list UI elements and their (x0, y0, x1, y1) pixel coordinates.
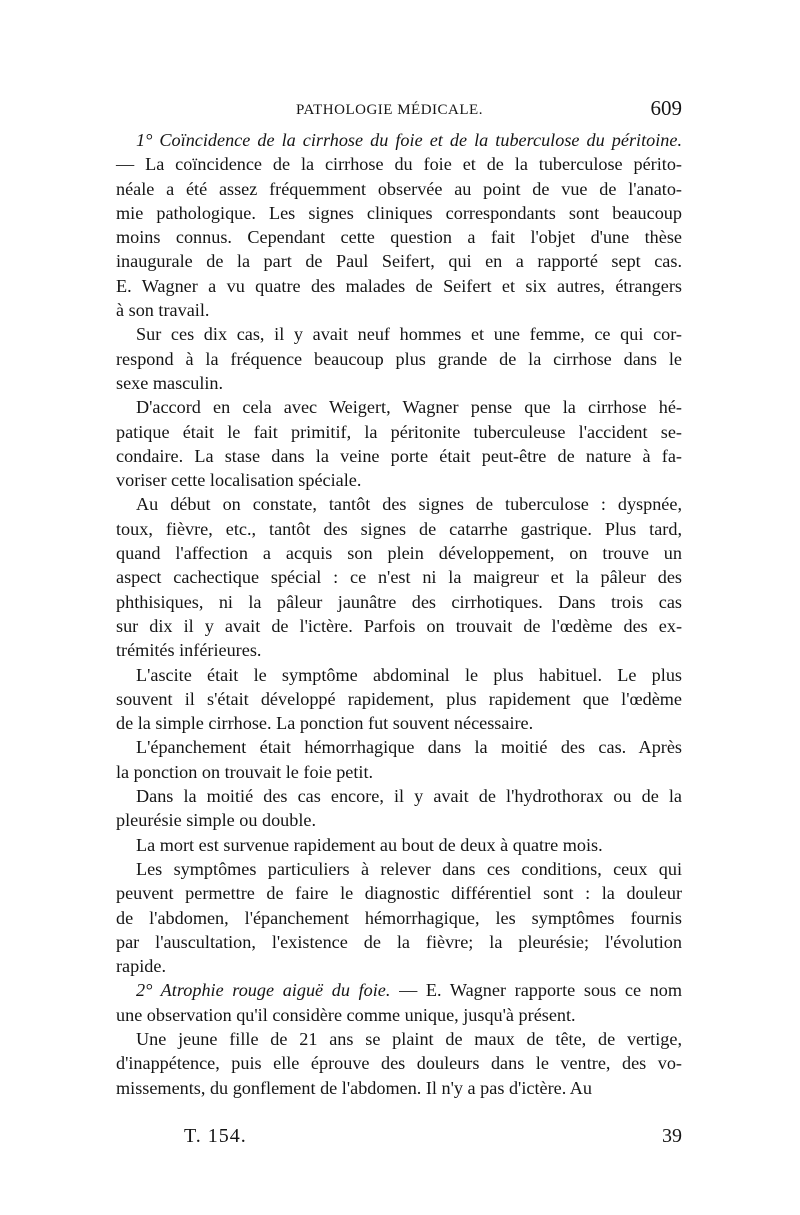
text-line (116, 225, 682, 249)
line-text: — E. Wagner rapporte sous ce nom (390, 980, 683, 1001)
paragraph (116, 735, 682, 784)
text-line (116, 565, 682, 589)
line-text: Les symptômes particuliers à relever dans ces conditions, ceux qui (136, 858, 682, 879)
text-line (116, 930, 682, 954)
line-text: souvent il s'était développé rapidement, plus rapidement que l'œdème (116, 688, 682, 709)
text-line (116, 760, 682, 784)
line-text: Sur ces dix cas, il y avait neuf hommes et une femme, ce qui cor- (136, 324, 682, 345)
line-text: mie pathologique. Les signes cliniques correspondants sont beaucoup (116, 202, 682, 223)
paragraph (116, 978, 682, 1027)
signature-number: 39 (662, 1125, 682, 1147)
line-text: respond à la fréquence beaucoup plus grande de la cirrhose dans le (116, 348, 682, 369)
text-line (116, 808, 682, 832)
line-text: de l'abdomen, l'épanchement hémorrhagique, les symptômes fournis (116, 907, 682, 928)
line-text: missements, du gonflement de l'abdomen. Il n'y a pas d'ictère. Au (116, 1077, 593, 1098)
running-title: PATHOLOGIE MÉDICALE. (296, 102, 483, 118)
text-line (116, 177, 682, 201)
text-line (116, 1076, 682, 1100)
paragraph (116, 128, 682, 322)
paragraph (116, 833, 682, 857)
paragraph (116, 492, 682, 662)
text-line (116, 274, 682, 298)
line-text: aspect cachectique spécial : ce n'est ni la maigreur et la pâleur des (116, 567, 682, 588)
paragraph (116, 857, 682, 978)
text-line (116, 395, 682, 419)
text-line (116, 906, 682, 930)
line-text: quand l'affection a acquis son plein développement, on trouve un (116, 543, 682, 564)
line-text: rapide. (116, 956, 166, 977)
text-line (116, 857, 682, 881)
text-line (116, 978, 682, 1002)
text-line (116, 128, 682, 152)
text-line (116, 784, 682, 808)
line-text: une observation qu'il considère comme unique, jusqu'à présent. (116, 1004, 576, 1025)
paragraph (116, 1027, 682, 1100)
text-line (116, 420, 682, 444)
line-text: Une jeune fille de 21 ans se plaint de maux de tête, de vertige, (136, 1028, 682, 1049)
text-line (116, 638, 682, 662)
page-footer (116, 1125, 682, 1155)
line-text: inaugurale de la part de Paul Seifert, qui en a rapporté sept cas. (116, 251, 682, 272)
text-line (116, 711, 682, 735)
line-text: à son travail. (116, 300, 210, 321)
paragraph (116, 663, 682, 736)
text-line (116, 152, 682, 176)
line-text: D'accord en cela avec Weigert, Wagner pense que la cirrhose hé- (136, 397, 682, 418)
line-text: par l'auscultation, l'existence de la fièvre; la pleurésie; l'évolution (116, 931, 682, 952)
text-line (116, 590, 682, 614)
text-line (116, 687, 682, 711)
text-line (116, 881, 682, 905)
line-text: moins connus. Cependant cette question a fait l'objet d'une thèse (116, 227, 682, 248)
line-text: de la simple cirrhose. La ponction fut souvent nécessaire. (116, 713, 534, 734)
text-line (116, 201, 682, 225)
page-number: 609 (650, 96, 682, 120)
line-text: La mort est survenue rapidement au bout de deux à quatre mois. (136, 834, 603, 855)
text-line (116, 298, 682, 322)
line-text: la ponction on trouvait le foie petit. (116, 761, 374, 782)
line-text: E. Wagner a vu quatre des malades de Seifert et six autres, étrangers (116, 275, 682, 296)
paragraph (116, 395, 682, 492)
text-line (116, 517, 682, 541)
line-text: pleurésie simple ou double. (116, 810, 317, 831)
line-text: voriser cette localisation spéciale. (116, 470, 362, 491)
line-text: sexe masculin. (116, 372, 224, 393)
text-line (116, 541, 682, 565)
text-line (116, 444, 682, 468)
line-text: Dans la moitié des cas encore, il y avait de l'hydrothorax ou de la (136, 786, 682, 807)
text-line (116, 468, 682, 492)
line-text: Au début on constate, tantôt des signes de tuberculose : dyspnée, (136, 494, 682, 515)
line-text: condaire. La stase dans la veine porte était peut-être de nature à fa- (116, 445, 682, 466)
text-line (116, 735, 682, 759)
line-text: patique était le fait primitif, la péritonite tuberculeuse l'accident se- (116, 421, 682, 442)
text-line (116, 614, 682, 638)
text-line (116, 1051, 682, 1075)
line-text: — La coïncidence de la cirrhose du foie et de la tuberculose périto- (116, 154, 682, 175)
line-text: phthisiques, ni la pâleur jaunâtre des cirrhotiques. Dans trois cas (116, 591, 682, 612)
line-text: peuvent permettre de faire le diagnostic différentiel sont : la douleur (116, 883, 682, 904)
text-line (116, 1027, 682, 1051)
line-text: L'épanchement était hémorrhagique dans la moitié des cas. Après (136, 737, 682, 758)
body-text (116, 128, 682, 1100)
paragraph (116, 784, 682, 833)
section-heading: 2° Atrophie rouge aiguë du foie. (136, 980, 391, 1001)
text-line (116, 954, 682, 978)
line-text: trémités inférieures. (116, 640, 262, 661)
running-header (116, 96, 682, 126)
line-text: toux, fièvre, etc., tantôt des signes de catarrhe gastrique. Plus tard, (116, 518, 682, 539)
text-line (116, 322, 682, 346)
signature-mark: T. 154. (184, 1125, 247, 1147)
text-line (116, 492, 682, 516)
line-text: d'inappétence, puis elle éprouve des douleurs dans le ventre, des vo- (116, 1053, 682, 1074)
text-line (116, 833, 682, 857)
line-text: L'ascite était le symptôme abdominal le plus habituel. Le plus (136, 664, 682, 685)
paragraph (116, 322, 682, 395)
text-line (116, 347, 682, 371)
text-line (116, 663, 682, 687)
text-line (116, 1003, 682, 1027)
text-line (116, 249, 682, 273)
text-line (116, 371, 682, 395)
line-text: néale a été assez fréquemment observée au point de vue de l'anato- (116, 178, 682, 199)
line-text: sur dix il y avait de l'ictère. Parfois on trouvait de l'œdème des ex- (116, 615, 682, 636)
section-heading: 1° Coïncidence de la cirrhose du foie et de la tuberculose du péritoine. (136, 130, 682, 150)
